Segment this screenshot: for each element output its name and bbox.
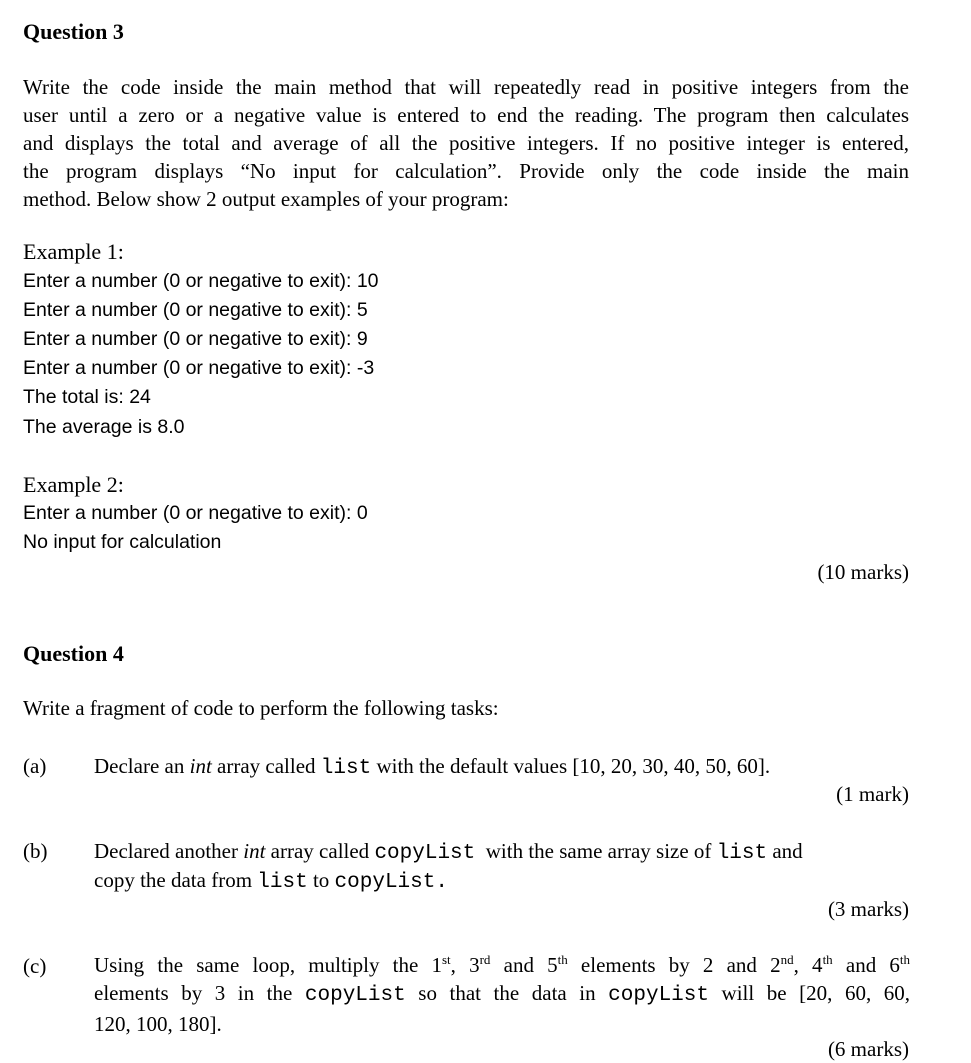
- paragraph-line: method. Below show 2 output examples of your program:: [23, 187, 509, 211]
- output-line: Enter a number (0 or negative to exit): -3: [23, 357, 375, 379]
- ordinal-th-3: th: [899, 952, 910, 967]
- paragraph-line: and displays the total and average of all the positive integers. If no positive integer is entered,: [23, 131, 909, 155]
- part-c-text-4: elements by 2 and 2: [567, 953, 781, 977]
- part-b-marks: (3 marks): [827, 897, 909, 921]
- output-line: The average is 8.0: [23, 416, 185, 438]
- question-3-paragraph: [23, 73, 909, 213]
- output-line: No input for calculation: [23, 531, 222, 553]
- part-b-text-5: copy the data from: [94, 868, 258, 892]
- example-1-label: Example 1:: [23, 239, 124, 264]
- question-4-heading: Question 4: [23, 641, 124, 666]
- part-a-text-3: with the default values [10, 20, 30, 40, 50, 60].: [371, 754, 771, 778]
- part-b-label: (b): [23, 839, 48, 863]
- example-1-output: [23, 267, 379, 442]
- ordinal-st: st: [441, 952, 451, 967]
- part-a-code-list: list: [320, 757, 372, 780]
- output-line: Enter a number (0 or negative to exit): 9: [23, 328, 368, 350]
- part-a-text: [94, 752, 770, 783]
- part-c-text-9: will be [20, 60, 60,: [709, 981, 910, 1005]
- output-line: The total is: 24: [23, 386, 151, 408]
- part-a-marks: (1 mark): [836, 782, 909, 806]
- example-2-label: Example 2:: [23, 472, 124, 497]
- question-4-intro: Write a fragment of code to perform the following tasks:: [23, 696, 499, 720]
- part-b-code-list-2: list: [257, 871, 308, 894]
- part-c-text-8: so that the data in: [405, 981, 609, 1005]
- part-b-text-3: with the same array size of: [475, 839, 717, 863]
- part-b-code-list: list: [716, 842, 768, 865]
- part-b-text-2: array called: [265, 839, 375, 863]
- example-2-output: [23, 499, 368, 557]
- part-c-text-2: , 3: [450, 953, 480, 977]
- part-b-text-6: to: [307, 868, 335, 892]
- part-c-text-3: and 5: [490, 953, 558, 977]
- part-c-marks: (6 marks): [827, 1037, 909, 1061]
- output-line: Enter a number (0 or negative to exit): 0: [23, 502, 368, 524]
- part-c-code-copylist: copyList: [304, 984, 406, 1007]
- part-c-text-7: elements by 3 in the: [94, 981, 305, 1005]
- paragraph-line: user until a zero or a negative value is entered to end the reading. The program then calculates: [23, 103, 909, 127]
- part-c-text-6: and 6: [832, 953, 900, 977]
- part-c-code-copylist-2: copyList: [608, 984, 709, 1007]
- part-b-code-copylist: copyList: [374, 842, 476, 865]
- ordinal-rd: rd: [479, 952, 491, 967]
- part-c-line-3: 120, 100, 180].: [94, 1012, 222, 1036]
- part-c-line-2: [94, 979, 910, 1010]
- part-c-text-1: Using the same loop, multiply the 1: [94, 953, 442, 977]
- part-b-line-2: [94, 866, 448, 897]
- part-a-text-2: array called: [211, 754, 321, 778]
- part-a-label: (a): [23, 754, 47, 778]
- part-c-text-5: , 4: [793, 953, 823, 977]
- ordinal-th-2: th: [822, 952, 833, 967]
- part-c-line-1: [94, 951, 910, 979]
- part-c-label: (c): [23, 954, 47, 978]
- output-line: Enter a number (0 or negative to exit): 5: [23, 299, 368, 321]
- output-line: Enter a number (0 or negative to exit): 10: [23, 270, 379, 292]
- part-b-text-4: and: [767, 839, 803, 863]
- part-a-text-1: Declare an: [94, 754, 190, 778]
- question-3-heading: Question 3: [23, 19, 124, 44]
- part-b-type: int: [243, 839, 266, 863]
- paragraph-line: Write the code inside the main method that will repeatedly read in positive integers from the: [23, 75, 909, 99]
- part-b-line-1: [94, 837, 803, 868]
- ordinal-nd: nd: [780, 952, 794, 967]
- question-3-marks: (10 marks): [817, 560, 909, 584]
- part-b-text-1: Declared another: [94, 839, 244, 863]
- ordinal-th: th: [557, 952, 568, 967]
- part-a-type: int: [189, 754, 212, 778]
- paragraph-line: the program displays “No input for calculation”. Provide only the code inside the main: [23, 159, 909, 183]
- part-c-text: [94, 951, 910, 1038]
- part-b-code-copylist-2: copyList.: [334, 871, 448, 894]
